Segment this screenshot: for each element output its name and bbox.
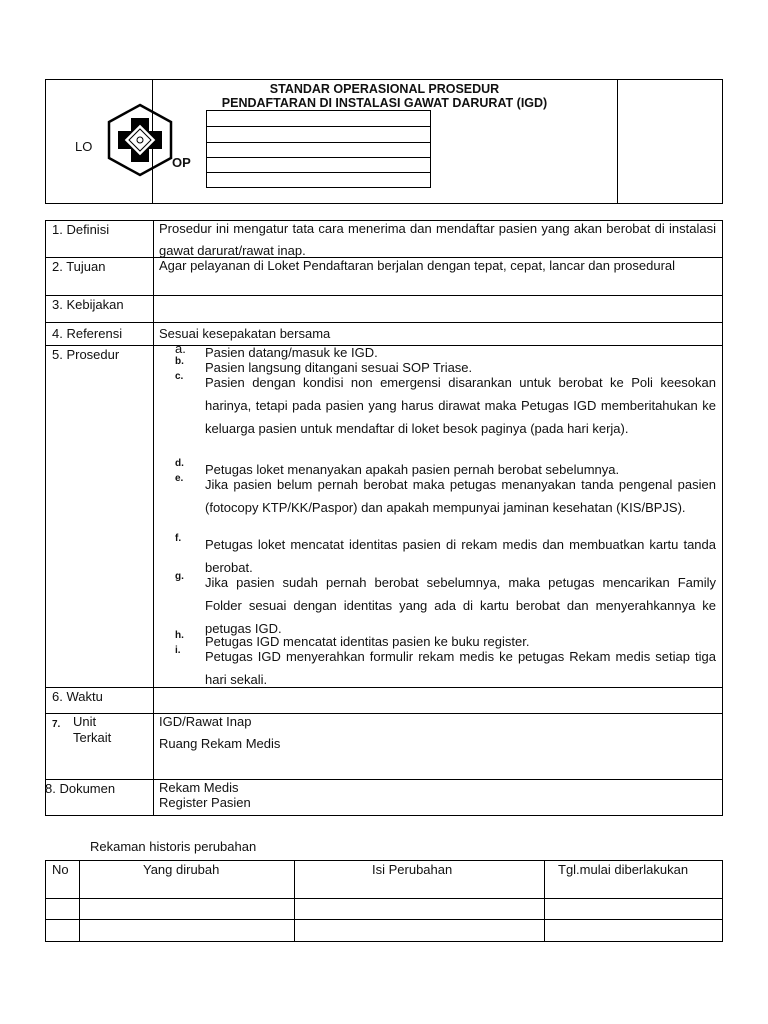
sop-title: STANDAR OPERASIONAL PROSEDUR [269,82,500,96]
row-label: Terkait [73,730,112,745]
column-header-isi-perubahan: Isi Perubahan [372,862,453,877]
row-definisi [45,220,723,258]
row-value: Prosedur ini mengatur tata cara menerima dan mendaftar pasien yang akan berobat di instalasi gawat darurat/rawat inap. [159,221,716,258]
rekaman-table [45,860,723,942]
row-dokumen [45,780,723,816]
row-kebijakan [45,296,723,323]
grid-line [206,126,431,127]
grid-line [206,172,431,173]
step-marker: e. [175,473,184,484]
row-label: Unit [73,714,97,729]
step-marker: h. [175,630,184,641]
step-marker: g. [175,571,184,582]
step-marker: f. [175,533,182,544]
header-divider [617,80,618,203]
step-marker: c. [175,371,184,382]
step-text: Petugas IGD mencatat identitas pasien ke buku register. [205,634,530,649]
step-text: Jika pasien belum pernah berobat maka petugas menanyakan tanda pengenal pasien (fotocopy KTP/KK/Paspor) dan apakah mempunyai jaminan kesehatan (KIS/BPJS). [205,477,716,515]
column-header-yang-dirubah: Yang dirubah [143,862,220,877]
column-header-no: No [52,862,69,877]
puskesmas-cross-logo-icon [102,102,178,178]
sop-subtitle: PENDAFTARAN DI INSTALASI GAWAT DARURAT (IGD) [221,96,548,110]
grid-line [206,110,207,188]
step-marker: i. [175,645,181,656]
step-text: Petugas loket mencatat identitas pasien di rekam medis dan membuatkan kartu tanda berobat. [205,537,716,575]
step-text: Pasien datang/masuk ke IGD. [205,345,378,360]
rekaman-title: Rekaman historis perubahan [90,839,257,854]
grid-line [206,187,431,188]
logo-text: OP [172,155,191,170]
step-text: Jika pasien sudah pernah berobat sebelumnya, maka petugas mencarikan Family Folder sesuai dengan identitas yang ada di kartu berobat dan menyerahkannya ke petugas IGD. [205,575,716,636]
sop-table [45,220,723,816]
grid-line [430,110,431,188]
row-label-number: 7. [52,719,61,730]
grid-line [206,142,431,143]
row-unit-terkait [45,714,723,780]
column-header-tgl-mulai: Tgl.mulai diberlakukan [558,862,689,877]
row-label: 5. Prosedur [52,347,120,362]
sop-header [45,79,723,204]
row-prosedur [45,341,723,688]
row-value: Register Pasien [159,795,251,810]
row-value: IGD/Rawat Inap [159,714,252,729]
grid-line [206,157,431,158]
step-text: Pasien langsung ditangani sesuai SOP Triase. [205,360,473,375]
row-label: 8. Dokumen [45,781,116,796]
row-tujuan [45,258,723,296]
step-text: Petugas loket menanyakan apakah pasien pernah berobat sebelumnya. [205,462,620,477]
step-marker: a. [175,341,186,356]
step-text: Petugas IGD menyerahkan formulir rekam medis ke petugas Rekam medis setiap tiga hari sekali. [205,649,716,687]
logo-text: LO [75,139,93,154]
row-value: Rekam Medis [159,780,239,795]
step-marker: d. [175,458,184,469]
row-label: 3. Kebijakan [52,297,124,312]
row-label: 4. Referensi [52,326,123,341]
row-value: Ruang Rekam Medis [159,736,281,751]
row-value: Sesuai kesepakatan bersama [159,326,331,341]
row-label: 6. Waktu [52,689,103,704]
grid-line [206,110,431,111]
step-marker: b. [175,356,184,367]
row-value: Agar pelayanan di Loket Pendaftaran berjalan dengan tepat, cepat, lancar dan prosedural [159,258,676,273]
step-text: Pasien dengan kondisi non emergensi disarankan untuk berobat ke Poli keesokan harinya, tetapi pada pasien yang harus dirawat maka Petugas IGD memberitahukan ke keluarga pasien untuk mendaftar di loket besok paginya (pada hari kerja). [205,375,716,436]
row-label: 2. Tujuan [52,259,106,274]
row-label: 1. Definisi [52,222,110,237]
